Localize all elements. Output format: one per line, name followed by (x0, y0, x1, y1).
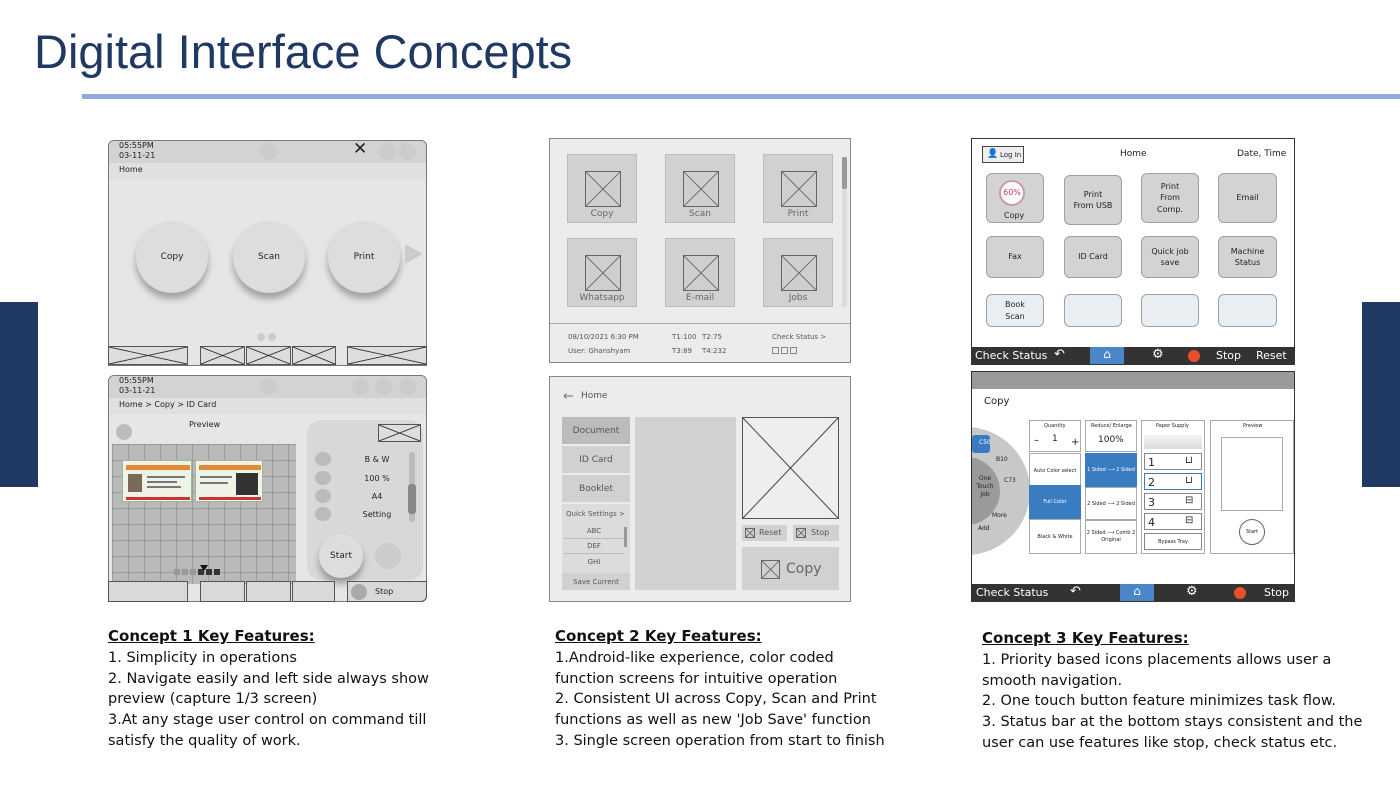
tile-label: Whatsapp (579, 293, 625, 303)
scan-button[interactable]: Scan (233, 221, 305, 293)
c1-circle-button[interactable] (352, 378, 369, 395)
tray-4[interactable] (1144, 513, 1202, 530)
option-knob (315, 507, 331, 521)
c1-circle-button[interactable] (399, 143, 416, 160)
pointer-icon (200, 565, 208, 571)
preview-area (112, 444, 296, 584)
caption-line: function screens for intuitive operation (555, 670, 838, 687)
stop-button[interactable] (347, 581, 427, 602)
c1-circle-button[interactable] (379, 143, 396, 160)
stop-icon[interactable] (1234, 587, 1246, 599)
option-label: Setting (362, 509, 392, 519)
preview-label: Preview (189, 420, 221, 429)
c1-placeholder-image (246, 346, 291, 365)
concept2-caption (555, 626, 945, 752)
concept1-home-screen (108, 140, 427, 366)
quantity-stepper[interactable] (1029, 420, 1081, 452)
caption-line: functions as well as new 'Job Save' function (555, 712, 871, 729)
c2-datetime: 08/10/2021 6:30 PM (568, 333, 639, 341)
toner-t1: T1:100 (672, 333, 697, 341)
c3-button-label: Quick job save (1151, 246, 1189, 267)
stop-icon (351, 584, 367, 600)
c1-circle-button[interactable] (375, 378, 392, 395)
tile-label: Print (787, 209, 809, 219)
c1-secondary-button[interactable] (375, 543, 401, 569)
black-white-option[interactable]: Black & White (1029, 519, 1081, 554)
back-arrow-icon[interactable]: ← (563, 389, 574, 404)
tray-number: 3 (1148, 496, 1155, 509)
concept2-home-screen (549, 138, 851, 363)
dial-c50[interactable]: C50 (979, 439, 991, 446)
tile-whatsapp[interactable] (567, 238, 637, 307)
concept3-copy-screen (971, 371, 1295, 602)
c3-bottom-status-bar (972, 584, 1294, 601)
c3-button-label: Print From USB (1073, 189, 1113, 210)
stop-button[interactable] (793, 525, 839, 541)
c3-button-label: Book Scan (1005, 300, 1025, 321)
tray-number: 2 (1148, 476, 1155, 489)
option-label: 100 % (364, 473, 390, 483)
c1-footer-tab[interactable] (108, 581, 188, 602)
caption-line: 2. Navigate easily and left side always show (108, 670, 429, 687)
option-label: B & W (364, 454, 390, 464)
c3-home-label: Home (1120, 149, 1147, 159)
print-from-usb-button[interactable] (1064, 175, 1122, 225)
menu-document[interactable]: Document (562, 417, 630, 444)
caption-heading: Concept 2 Key Features: (555, 627, 762, 645)
c3-stop-button[interactable]: Stop (1216, 349, 1242, 362)
check-status-button[interactable]: Check Status (975, 349, 1048, 362)
tile-scan[interactable] (665, 154, 735, 223)
quick-job-save-button[interactable] (1141, 236, 1199, 278)
check-status-link[interactable]: Check Status > (772, 333, 827, 341)
dial-add[interactable]: Add (978, 525, 990, 532)
concept3-caption (982, 628, 1392, 754)
paper-supply-label: Paper Supply (1156, 423, 1189, 429)
c3-status-bar (972, 347, 1294, 364)
menu-booklet[interactable]: Booklet (562, 475, 630, 502)
copy-button[interactable] (742, 547, 839, 590)
option-label: A4 (371, 491, 383, 501)
c1-placeholder-image (108, 346, 188, 365)
concept3-home-screen (971, 138, 1295, 365)
tray-icon: ⊟ (1185, 515, 1194, 526)
caption-line: 3.At any stage user control on command till (108, 712, 427, 729)
reduce-value: 100% (1098, 435, 1124, 445)
c3-preview-panel (1210, 420, 1294, 554)
c1-circle-button[interactable] (260, 378, 277, 395)
c3-copy-title: Copy (984, 396, 1010, 407)
login-label: Log In (1000, 151, 1022, 159)
c1-scroll-thumb[interactable] (408, 484, 416, 514)
caption-line: 2. One touch button feature minimizes task flow. (982, 693, 1336, 710)
caption-line: 3. Single screen operation from start to finish (555, 732, 885, 749)
id-card-button[interactable]: ID Card (1064, 236, 1122, 278)
dial-b10[interactable]: B10 (996, 456, 1008, 463)
c3-button-label: Machine Status (1230, 246, 1265, 267)
tile-label: Scan (689, 209, 711, 219)
reset-button[interactable] (742, 525, 787, 541)
copy-progress-badge: 60% (999, 180, 1025, 206)
check-status-button[interactable]: Check Status (976, 586, 1049, 599)
c3-datetime: Date, Time (1237, 149, 1287, 159)
copy-label: Copy (786, 561, 822, 577)
sided-option[interactable]: 1 Sided ⟶ 2 Sided (1085, 453, 1137, 487)
tile-label: Copy (590, 209, 614, 219)
toner-t2: T2:75 (702, 333, 722, 341)
c3-preview-image (1221, 437, 1283, 511)
caption-heading: Concept 1 Key Features: (108, 627, 315, 645)
bypass-tray[interactable]: Bypass Tray (1144, 533, 1202, 550)
c3-button-label: Copy (1004, 211, 1025, 220)
paper-supply-panel (1141, 420, 1205, 554)
back-icon[interactable]: ↶ (1054, 347, 1065, 362)
c1b-time: 05:55PM (119, 376, 154, 385)
concept1-caption (108, 626, 448, 752)
sided-option[interactable]: 2 Sided ⟶ 2 Sided (1085, 487, 1137, 520)
caption-line: 2. Consistent UI across Copy, Scan and Print (555, 691, 877, 708)
c1-circle-button[interactable] (399, 378, 416, 395)
left-accent-bar (0, 302, 38, 487)
sided-option[interactable]: 2 Sided ⟶ Comb 2 Original (1085, 520, 1137, 554)
book-scan-button[interactable] (986, 294, 1044, 327)
c1-time: 05:55PM (119, 141, 154, 150)
tile-print[interactable] (763, 154, 833, 223)
empty-slot-button[interactable] (1141, 294, 1199, 327)
option-knob (315, 452, 331, 466)
back-icon[interactable]: ↶ (1070, 584, 1081, 599)
c1-home-dot[interactable] (260, 143, 277, 160)
home-icon[interactable]: ⌂ (1120, 584, 1154, 601)
tray-1[interactable] (1144, 453, 1202, 470)
title-rule (82, 94, 1400, 99)
caption-line: 3. Status bar at the bottom stays consistent and the (982, 714, 1363, 731)
print-button[interactable]: Print (328, 221, 400, 293)
c3-start-button[interactable]: Start (1239, 519, 1265, 545)
tray-number: 4 (1148, 516, 1155, 529)
user-icon: 👤 (987, 149, 999, 159)
caption-line: preview (capture 1/3 screen) (108, 691, 318, 708)
reset-label: Reset (759, 528, 782, 537)
dial-more[interactable]: More (992, 512, 1007, 519)
toner-t3: T3:89 (672, 347, 692, 355)
c1-screen-label: Home (119, 165, 143, 174)
caption-line: 1. Priority based icons placements allows user a (982, 651, 1332, 668)
machine-status-button[interactable] (1218, 236, 1277, 278)
preview-label: Preview (1243, 423, 1263, 429)
c3-button-label: Print From Comp. (1157, 182, 1183, 214)
reduce-label: Reduce/ Enlarge (1091, 423, 1132, 429)
empty-slot-button[interactable] (1064, 294, 1122, 327)
c1-placeholder-image (200, 346, 245, 365)
right-accent-bar (1362, 302, 1400, 487)
minus-icon[interactable]: – (1034, 435, 1039, 446)
c2-back-label[interactable]: Home (581, 391, 608, 401)
caption-line: 1. Simplicity in operations (108, 649, 297, 666)
c1-placeholder-image (347, 346, 427, 365)
c2-scroll-thumb[interactable] (842, 157, 847, 189)
plus-icon[interactable]: + (1071, 437, 1080, 448)
quick-settings-label[interactable]: Quick Settings > (566, 510, 625, 518)
fax-button[interactable]: Fax (986, 236, 1044, 278)
concept1-copy-screen (108, 375, 427, 602)
start-button[interactable]: Start (319, 534, 363, 578)
c1-footer-tab[interactable] (246, 581, 291, 602)
c1-date: 03-11-21 (119, 151, 156, 160)
tray-3[interactable] (1144, 493, 1202, 510)
caption-line: satisfy the quality of work. (108, 732, 301, 749)
caption-line: 1.Android-like experience, color coded (555, 649, 834, 666)
c3-reset-button[interactable]: Reset (1256, 349, 1287, 362)
home-icon[interactable]: ⌂ (1090, 347, 1124, 364)
c2-preview-image (742, 417, 839, 519)
login-button[interactable] (982, 146, 1024, 163)
auto-color-option[interactable]: Auto Color select (1029, 453, 1081, 489)
page-dot (268, 333, 276, 341)
c1-placeholder-image (378, 424, 421, 442)
email-button[interactable]: Email (1218, 173, 1277, 223)
concept2-copy-screen (549, 376, 851, 602)
reduce-enlarge-control[interactable] (1085, 420, 1137, 452)
tile-jobs[interactable] (763, 238, 833, 307)
page-dot (257, 333, 265, 341)
tray-icon: ⊔ (1185, 475, 1193, 486)
tile-email[interactable] (665, 238, 735, 307)
breadcrumb[interactable]: Home > Copy > ID Card (119, 400, 217, 409)
full-color-option[interactable]: Full Color (1029, 485, 1081, 519)
tray-icon: ⊔ (1185, 455, 1193, 466)
quick-item[interactable]: DEF (564, 539, 624, 554)
empty-slot-button[interactable] (1218, 294, 1277, 327)
print-from-comp-button[interactable] (1141, 173, 1199, 223)
gear-icon[interactable]: ⚙ (1186, 584, 1198, 599)
quick-item[interactable]: GHI (587, 557, 601, 566)
tray-number: 1 (1148, 456, 1155, 469)
copy-button[interactable]: Copy (136, 221, 208, 293)
close-icon[interactable]: ✕ (353, 140, 368, 159)
status-squares (772, 347, 799, 354)
quick-item[interactable]: ABC (564, 524, 624, 539)
c1b-date: 03-11-21 (119, 386, 156, 395)
quick-scrollbar[interactable] (624, 527, 627, 547)
quantity-value: 1 (1052, 434, 1058, 444)
c3-stop-button[interactable]: Stop (1264, 586, 1290, 599)
option-knob (315, 489, 331, 503)
next-arrow-icon[interactable] (405, 244, 423, 264)
dial-c73[interactable]: C73 (1004, 477, 1016, 484)
c1-toggle[interactable] (116, 424, 132, 440)
toner-t4: T4:232 (702, 347, 727, 355)
save-current-button[interactable]: Save Current (562, 573, 630, 590)
gear-icon[interactable]: ⚙ (1152, 347, 1164, 362)
menu-id-card[interactable]: ID Card (562, 446, 630, 473)
stop-label: Stop (375, 587, 394, 596)
stop-icon[interactable] (1188, 350, 1200, 362)
tray-icon: ⊟ (1185, 495, 1194, 506)
caption-line: smooth navigation. (982, 672, 1123, 689)
c1-placeholder-image (292, 346, 336, 365)
page-title: Digital Interface Concepts (34, 25, 573, 78)
tile-copy[interactable] (567, 154, 637, 223)
dial-one-touch-job[interactable]: One Touch Job (976, 475, 994, 498)
id-card-front-image (122, 460, 192, 502)
c1-footer-tab[interactable] (292, 581, 335, 602)
c3-copy-button[interactable] (986, 173, 1044, 223)
c2-preview-panel (635, 417, 736, 590)
tray-2[interactable] (1144, 473, 1202, 490)
quantity-label: Quantity (1044, 423, 1066, 429)
tile-label: E-mail (685, 293, 715, 303)
c2-user: User: Ghanshyam (568, 347, 631, 355)
tile-label: Jobs (788, 293, 808, 303)
caption-line: user can use features like stop, check status etc. (982, 734, 1338, 751)
stop-label: Stop (811, 528, 830, 537)
c1-footer-tab[interactable] (200, 581, 245, 602)
option-knob (315, 471, 331, 485)
id-card-back-image (195, 460, 263, 502)
caption-heading: Concept 3 Key Features: (982, 629, 1189, 647)
